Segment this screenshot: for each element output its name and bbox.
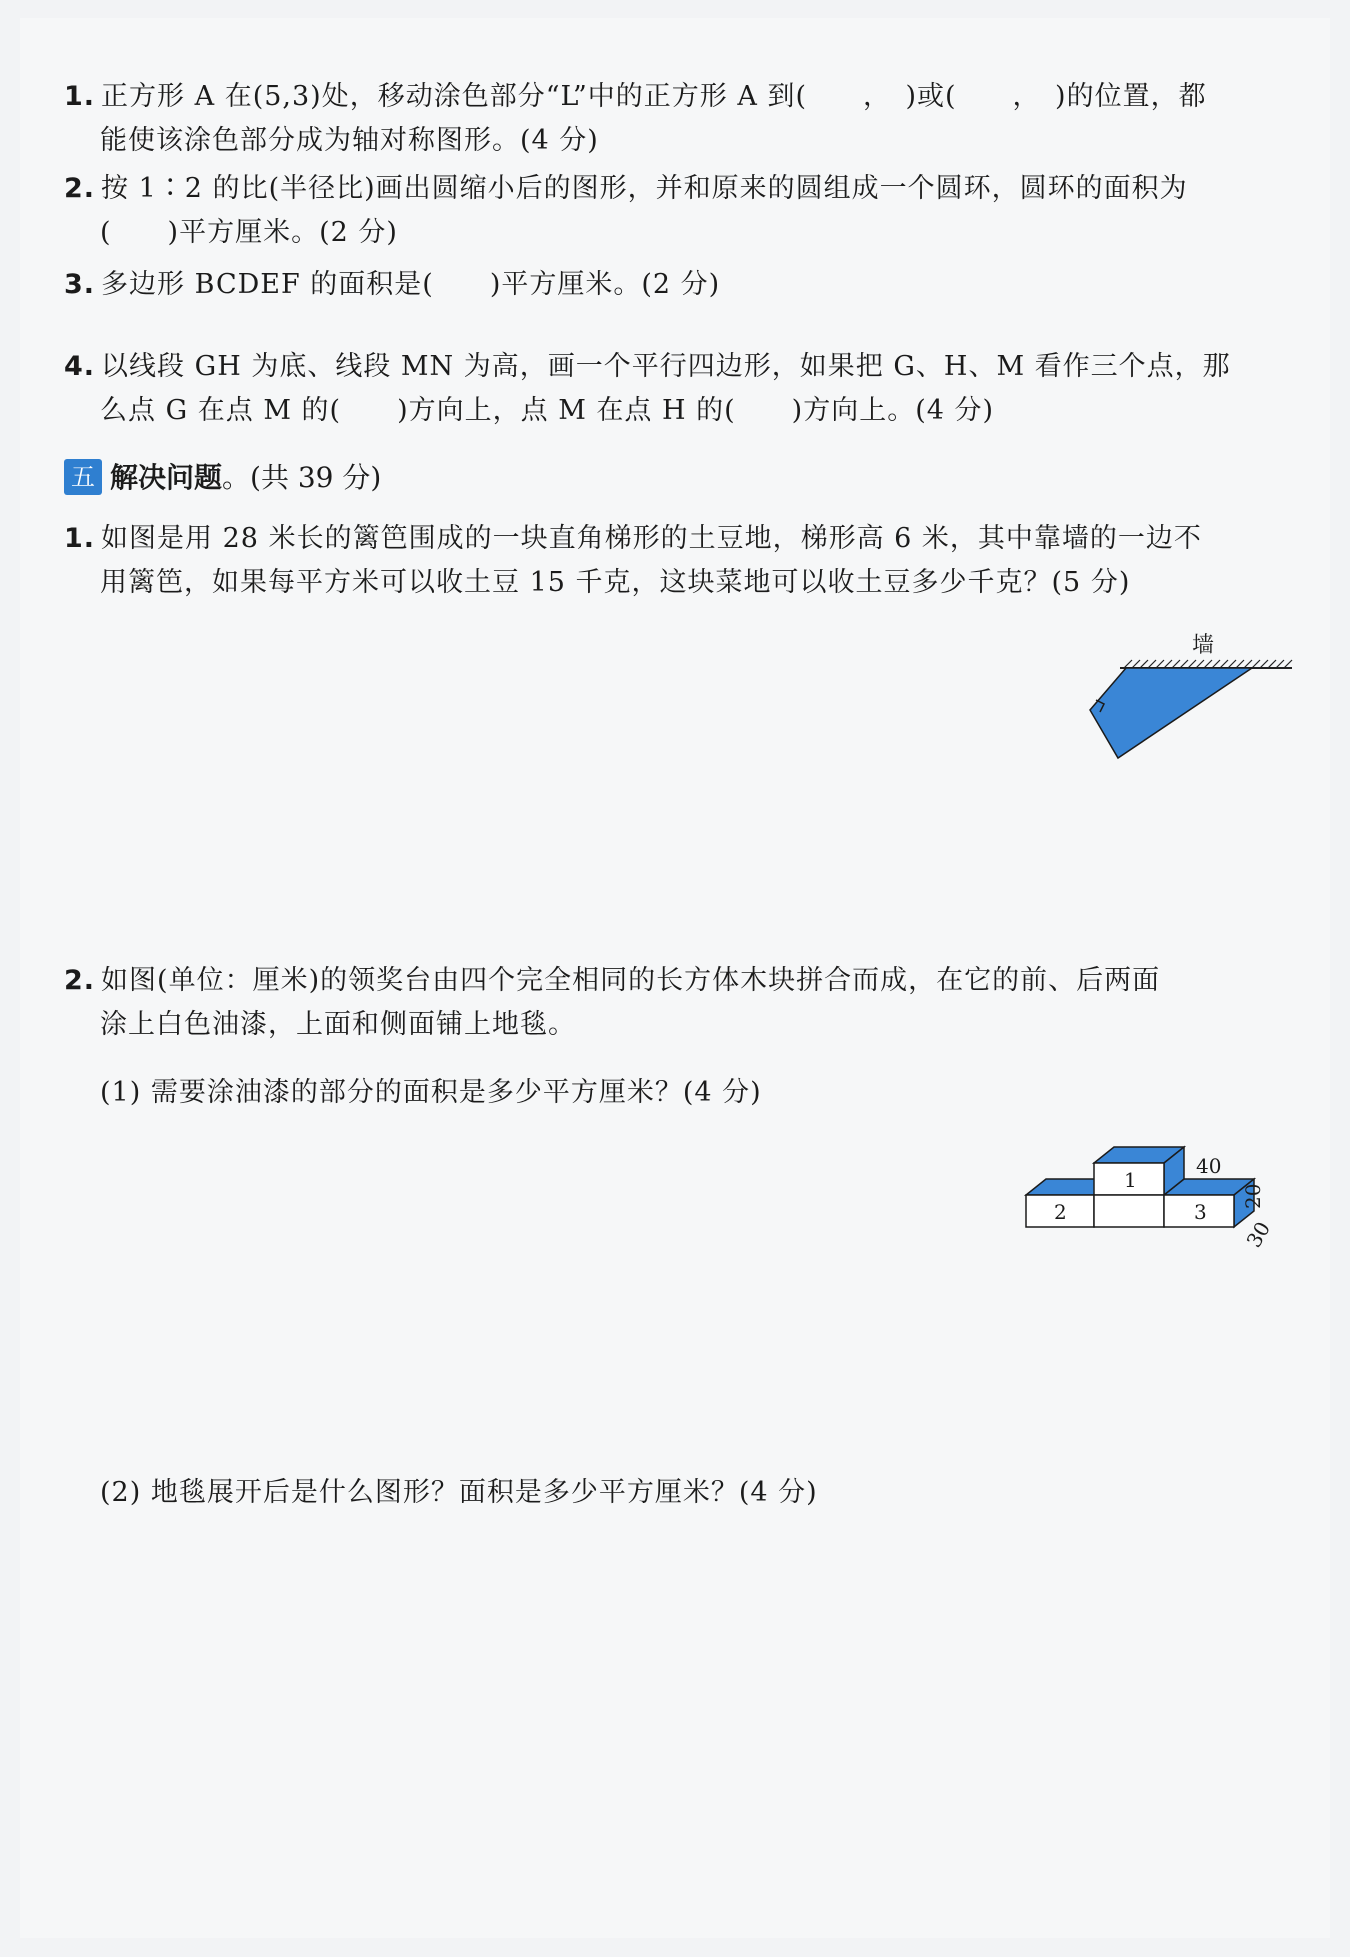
problem-number: 1. (64, 523, 96, 554)
problem-number: 2. (64, 965, 96, 996)
question-number: 4. (64, 351, 96, 382)
question-number: 1. (64, 81, 96, 112)
dimension-20: 20 (1241, 1183, 1265, 1209)
trapezoid-field (1090, 668, 1252, 758)
dimension-40: 40 (1196, 1154, 1222, 1178)
problem-text-line2: 用篱笆，如果每平方米可以收土豆 15 千克，这块菜地可以收土豆多少千克？(5 分) (100, 567, 1131, 598)
question-4-2 (64, 162, 1292, 260)
section-title: 解决问题 (110, 461, 223, 494)
podium-front-center-bottom (1094, 1195, 1164, 1227)
wall-hatching (1124, 660, 1292, 668)
podium-label-3: 3 (1194, 1200, 1207, 1224)
trapezoid-figure (1080, 630, 1300, 770)
question-text-line1: 多边形 BCDEF 的面积是( )平方厘米。(2 分) (101, 269, 721, 300)
podium-label-1: 1 (1124, 1168, 1137, 1192)
podium-figure (1020, 1125, 1290, 1260)
question-text-line1: 正方形 A 在(5,3)处，移动涂色部分“L”中的正方形 A 到( ， )或( ， )的位置，都 (101, 81, 1207, 112)
section-suffix: 。(共 39 分) (222, 461, 382, 494)
question-text-line2: 么点 G 在点 M 的( )方向上，点 M 在点 H 的( )方向上。(4 分) (100, 395, 995, 426)
problem-2 (64, 954, 1292, 1052)
problem-text-line1: 如图(单位：厘米)的领奖台由四个完全相同的长方体木块拼合而成，在它的前、后两面 (101, 965, 1161, 996)
question-4-4 (64, 340, 1292, 438)
podium-label-2: 2 (1054, 1200, 1067, 1224)
question-text-line2: ( )平方厘米。(2 分) (100, 217, 398, 248)
problem-2-sub-1: (1) 需要涂油漆的部分的面积是多少平方厘米？(4 分) (100, 1077, 762, 1108)
section-header (64, 456, 381, 500)
wall-label: 墙 (1192, 633, 1215, 658)
question-number: 3. (64, 269, 96, 300)
problem-text-line1: 如图是用 28 米长的篱笆围成的一块直角梯形的土豆地，梯形高 6 米，其中靠墙的一边不 (101, 523, 1202, 554)
problem-1 (64, 512, 1292, 610)
question-text-line2: 能使该涂色部分成为轴对称图形。(4 分) (100, 125, 599, 156)
question-text-line1: 以线段 GH 为底、线段 MN 为高，画一个平行四边形，如果把 G、H、M 看作三个点，那 (101, 351, 1231, 382)
section-badge: 五 (64, 459, 102, 495)
question-number: 2. (64, 173, 96, 204)
problem-text-line2: 涂上白色油漆，上面和侧面铺上地毯。 (100, 1009, 576, 1040)
dimension-30: 30 (1241, 1217, 1276, 1252)
question-4-1 (64, 70, 1292, 168)
problem-2-sub-2: (2) 地毯展开后是什么图形？面积是多少平方厘米？(4 分) (100, 1477, 818, 1508)
question-text-line1: 按 1∶2 的比(半径比)画出圆缩小后的图形，并和原来的圆组成一个圆环，圆环的面积为 (101, 173, 1188, 204)
question-4-3 (64, 258, 1292, 312)
